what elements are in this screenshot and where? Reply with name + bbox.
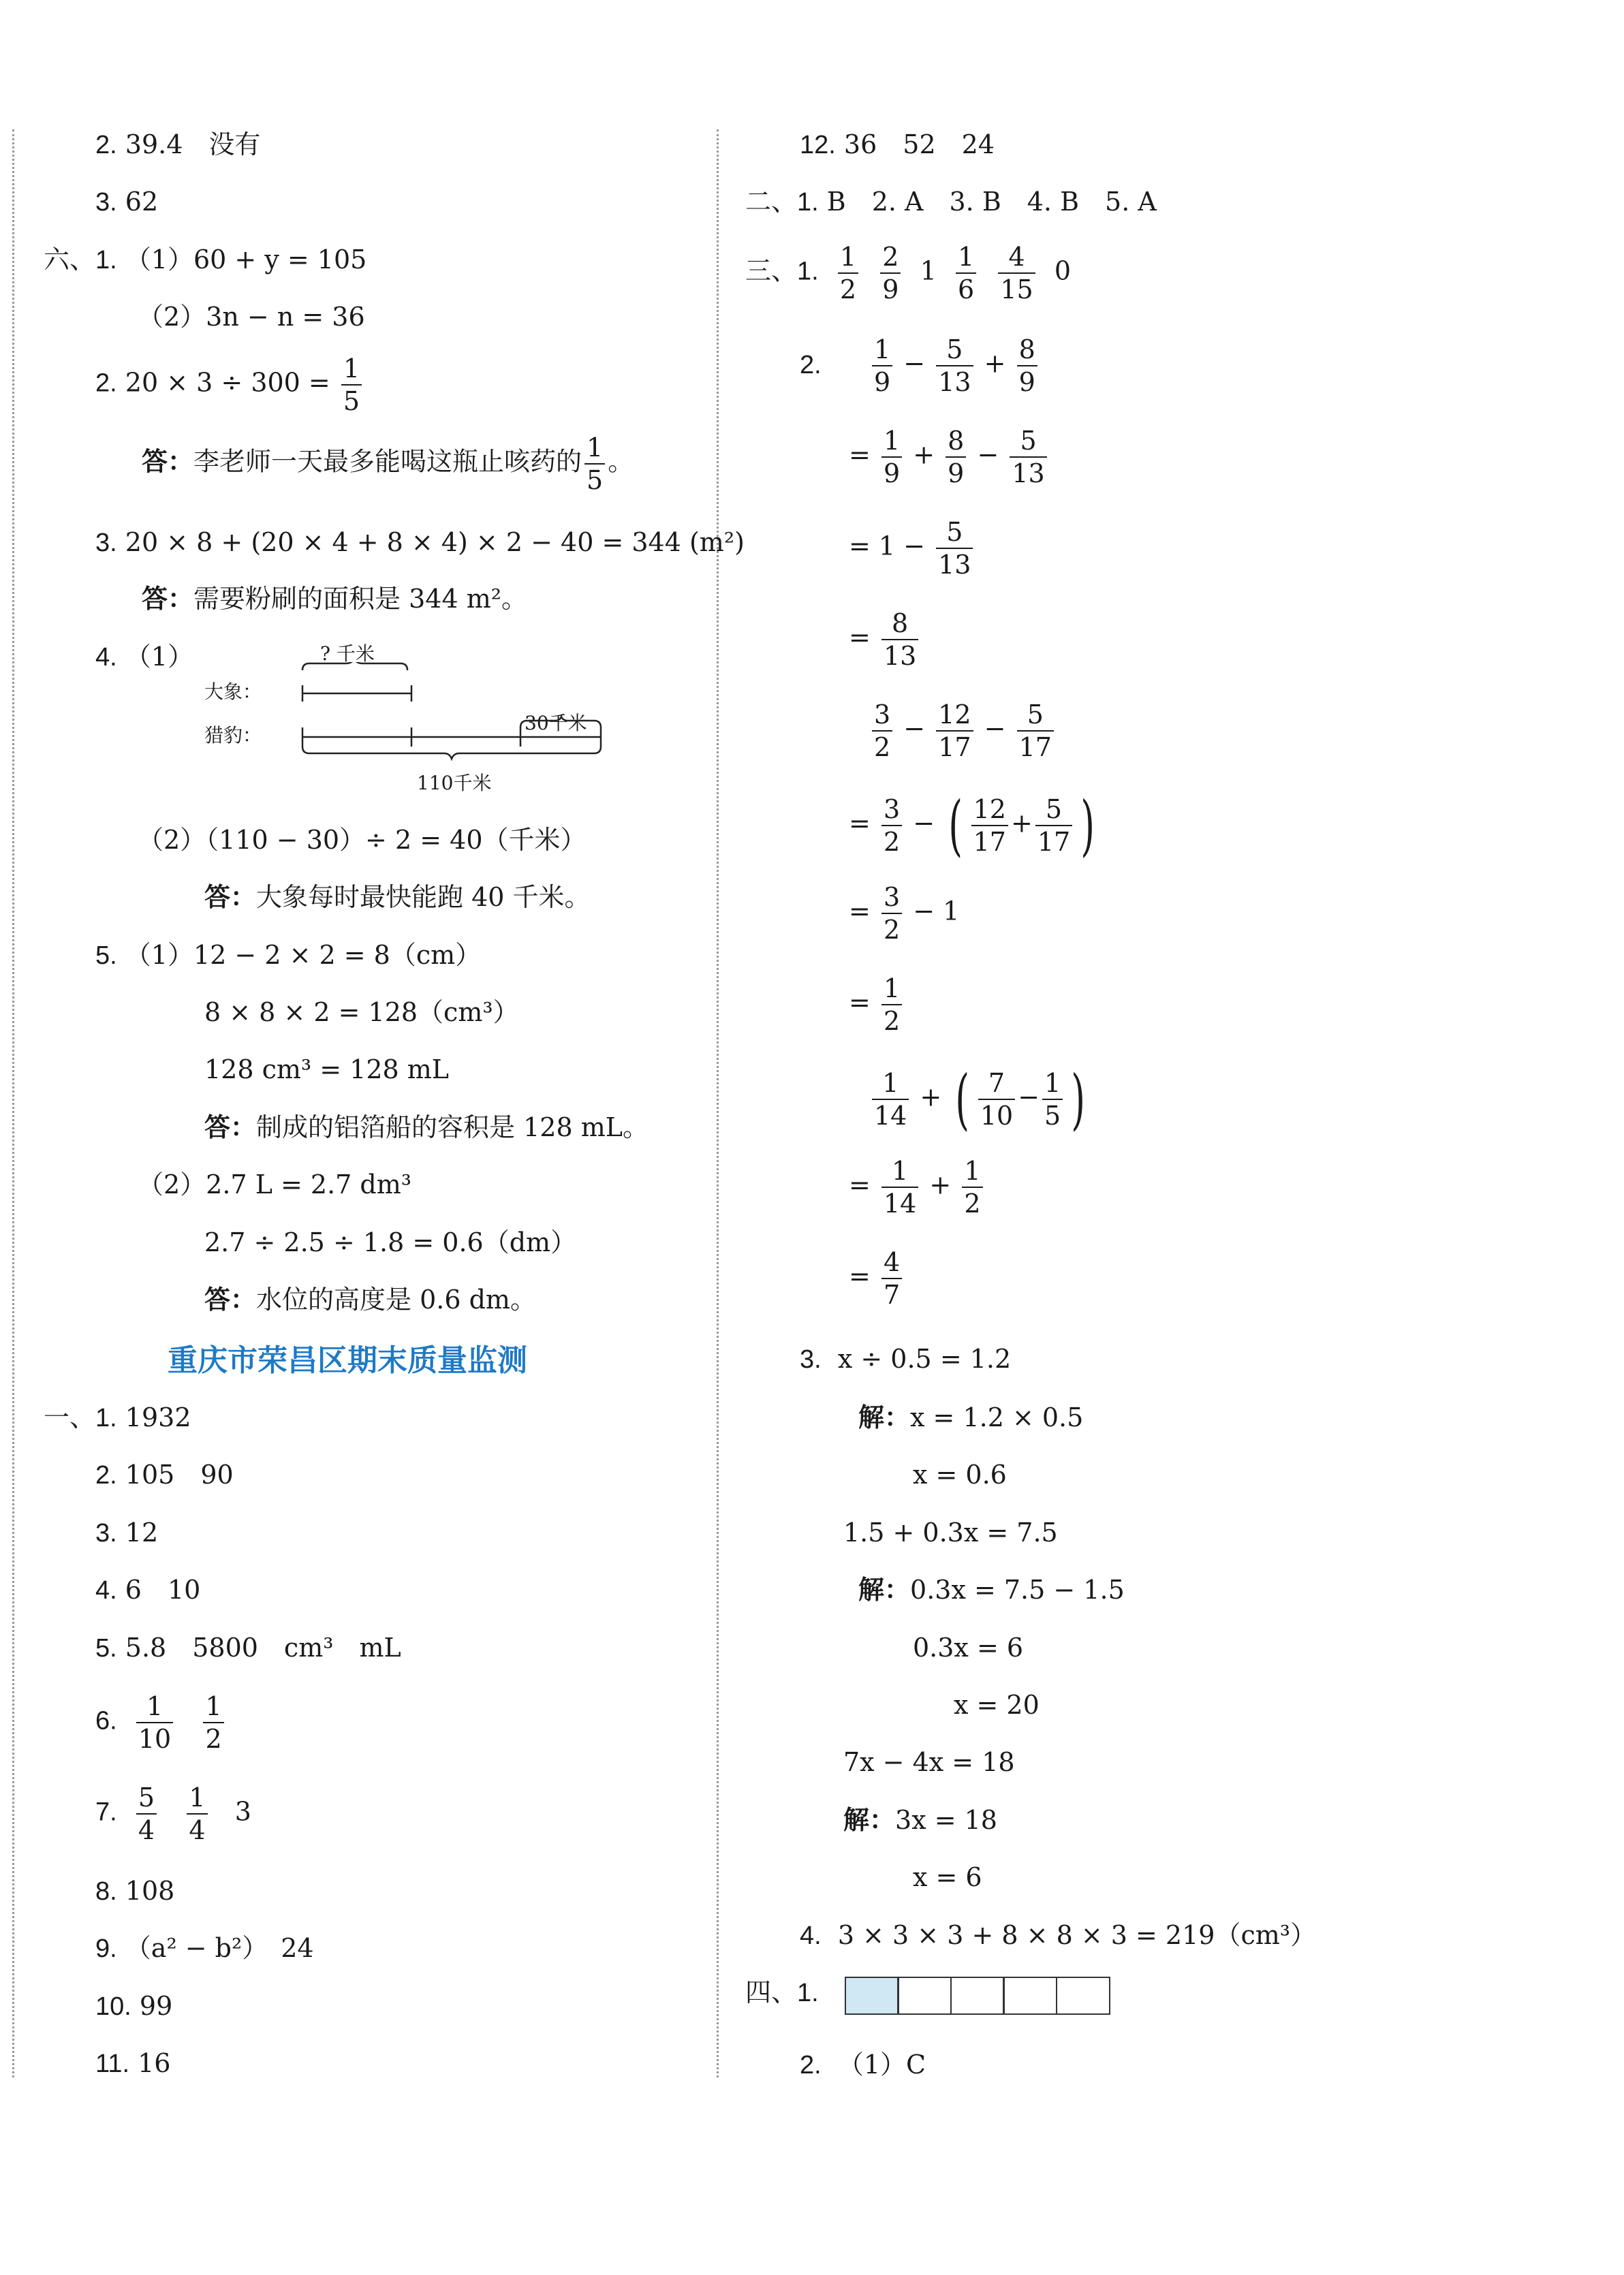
calc-step: = 1 − $\frac{5}{13}$	[849, 519, 975, 578]
diagram-elephant-label: 大象：	[204, 680, 262, 703]
diagram-diff-label: 30千米	[525, 712, 587, 734]
calc-step: = $\frac{1}{14}$ + $\frac{1}{2}$	[849, 1158, 986, 1217]
answer-marker: 答：	[142, 445, 194, 477]
column-divider-dotted-line	[717, 129, 719, 2077]
answer-line: 2. 39.4 没有	[95, 129, 261, 159]
answer-line-fraction: 三、1. $\frac{1}{2}$ $\frac{2}{9}$ 1 $\frac{1}{6}$ $\frac{4}{15}$ 0	[745, 242, 1072, 304]
section-title: 重庆市荣昌区期末质量监测	[168, 1343, 527, 1378]
solve-line: 0.3x = 6	[913, 1633, 1024, 1663]
solve-line: x = 20	[954, 1690, 1040, 1720]
fraction: $\frac{1}{4}$	[187, 1785, 207, 1843]
answer-line-fraction: 6. $\frac{1}{10}$ $\frac{1}{2}$	[95, 1693, 227, 1752]
total-brace	[302, 747, 601, 759]
calc-step: $\frac{1}{9}$ − $\frac{5}{13}$ + $\frac{8}{9}$	[869, 336, 1040, 395]
calc-step: = $\frac{1}{9}$ + $\frac{8}{9}$ − $\frac{5}{13}$	[849, 428, 1050, 486]
answer-box	[1056, 1977, 1110, 2015]
fraction: $\frac{1}{2}$	[203, 1693, 223, 1752]
answer-line: 一、1. 1932	[44, 1402, 191, 1432]
answer-line-fraction: 7. $\frac{5}{4}$ $\frac{1}{4}$ 3	[95, 1783, 251, 1845]
answer-line: 四、1.	[745, 1979, 819, 2007]
answer-line: 9. （a² − b²） 24	[95, 1933, 314, 1963]
answer-line: 8 × 8 × 2 = 128（cm³）	[204, 997, 519, 1027]
answer-line: 4. 6 10	[95, 1575, 201, 1605]
answer-sentence: 答：大象每时最快能跑 40 千米。	[204, 881, 591, 912]
answer-line: 7x − 4x = 18	[843, 1747, 1015, 1777]
calc-step: = $\frac{4}{7}$	[849, 1249, 905, 1308]
fraction: $\frac{1}{5}$	[584, 435, 605, 493]
fraction: $\frac{1}{6}$	[956, 244, 976, 302]
answer-line: 2.7 ÷ 2.5 ÷ 1.8 = 0.6（dm）	[204, 1227, 577, 1257]
answer-box	[1003, 1977, 1057, 2015]
answer-line: 3. 62	[95, 187, 159, 217]
answer-sentence: 答：制成的铝箔船的容积是 128 mL。	[204, 1112, 649, 1142]
answer-box	[950, 1977, 1005, 2015]
solve-line: 解：x = 1.2 × 0.5	[858, 1402, 1084, 1432]
solve-line: x = 0.6	[913, 1460, 1007, 1490]
answer-line: 11. 16	[95, 2048, 171, 2078]
answer-box	[897, 1977, 952, 2015]
fraction: $\frac{4}{15}$	[998, 244, 1035, 302]
answer-line: 8. 108	[95, 1876, 175, 1906]
answer-line: 2. 105 90	[95, 1460, 234, 1490]
answer-line: 10. 99	[95, 1991, 173, 2021]
solve-line: 解：0.3x = 7.5 − 1.5	[858, 1574, 1125, 1605]
answer-sentence: 答：水位的高度是 0.6 dm。	[204, 1284, 536, 1315]
fraction: $\frac{2}{9}$	[880, 244, 901, 302]
answer-line: 3. 20 × 8 + (20 × 4 + 8 × 4) × 2 − 40 = 344 (m²)	[95, 527, 745, 557]
answer-line: 4. 3 × 3 × 3 + 8 × 8 × 3 = 219（cm³）	[800, 1920, 1317, 1950]
answer-line: （2）3n − n = 36	[138, 302, 365, 332]
question-label: 2.	[800, 351, 822, 379]
answer-box-row	[846, 1977, 1110, 2015]
answer-line: （2）2.7 L = 2.7 dm³	[138, 1170, 412, 1199]
solve-line: x = 6	[913, 1862, 982, 1892]
calc-step: $\frac{3}{2}$ − $\frac{12}{17}$ − $\frac{5}{17}$	[869, 702, 1057, 760]
answer-line: 3. x ÷ 0.5 = 1.2	[800, 1344, 1012, 1374]
answer-line: 5. （1）12 − 2 × 2 = 8（cm）	[95, 940, 482, 970]
answer-line: 二、1. B 2. A 3. B 4. B 5. A	[745, 187, 1157, 217]
calc-step: = $\frac{8}{13}$	[849, 610, 921, 669]
left-margin-dotted-line	[12, 129, 14, 2077]
answer-line: 5. 5.8 5800 cm³ mL	[95, 1633, 401, 1663]
answer-marker: 答：	[204, 881, 257, 912]
fraction: $\frac{5}{4}$	[136, 1785, 157, 1843]
answer-sentence: 答：李老师一天最多能喝这瓶止咳药的 $\frac{1}{5}$ 。	[142, 433, 634, 495]
solve-marker: 解：	[858, 1402, 911, 1432]
question-brace	[302, 662, 407, 670]
solve-marker: 解：	[858, 1574, 911, 1605]
answer-line: 1.5 + 0.3x = 7.5	[843, 1518, 1058, 1548]
answer-marker: 答：	[142, 583, 194, 614]
answer-line: 12. 36 52 24	[800, 129, 995, 159]
fraction: $\frac{1}{2}$	[838, 244, 858, 302]
solve-marker: 解：	[843, 1804, 896, 1835]
fraction: $\frac{1}{5}$	[341, 356, 362, 414]
diagram-cheetah-label: 猎豹：	[204, 724, 262, 747]
calc-step: = $\frac{3}{2}$ − 1	[849, 882, 960, 945]
fraction: $\frac{1}{10}$	[136, 1693, 173, 1752]
answer-marker: 答：	[204, 1284, 257, 1315]
diagram-total-label: 110千米	[417, 772, 492, 794]
calc-step: = $\frac{3}{2}$ − ( $\frac{12}{17}$ + $\frac{5}{17}$ )	[849, 787, 1095, 864]
answer-marker: 答：	[204, 1112, 257, 1142]
calc-step: = $\frac{1}{2}$	[849, 975, 905, 1034]
diff-brace	[520, 717, 601, 727]
answer-line: 六、1. （1）60 + y = 105	[44, 245, 367, 274]
calc-step: $\frac{1}{14}$ + ( $\frac{7}{10}$ − $\frac{1}{5}$ )	[869, 1067, 1091, 1132]
answer-box	[845, 1977, 899, 2015]
answer-line-fraction: 2. 20 × 3 ÷ 300 = $\frac{1}{5}$	[95, 356, 364, 414]
diagram-lines	[286, 662, 613, 778]
answer-line: 128 cm³ = 128 mL	[204, 1054, 450, 1084]
answer-line: 2. （1）C	[800, 2050, 926, 2080]
answer-line: 3. 12	[95, 1518, 159, 1548]
answer-sentence: 答：需要粉刷的面积是 344 m²。	[142, 583, 527, 614]
answer-line: （2）（110 − 30）÷ 2 = 40（千米）	[138, 825, 587, 855]
solve-line: 解：3x = 18	[843, 1804, 997, 1835]
diagram-question-label: ? 千米	[320, 642, 375, 665]
answer-line: 4. （1）	[95, 642, 193, 672]
